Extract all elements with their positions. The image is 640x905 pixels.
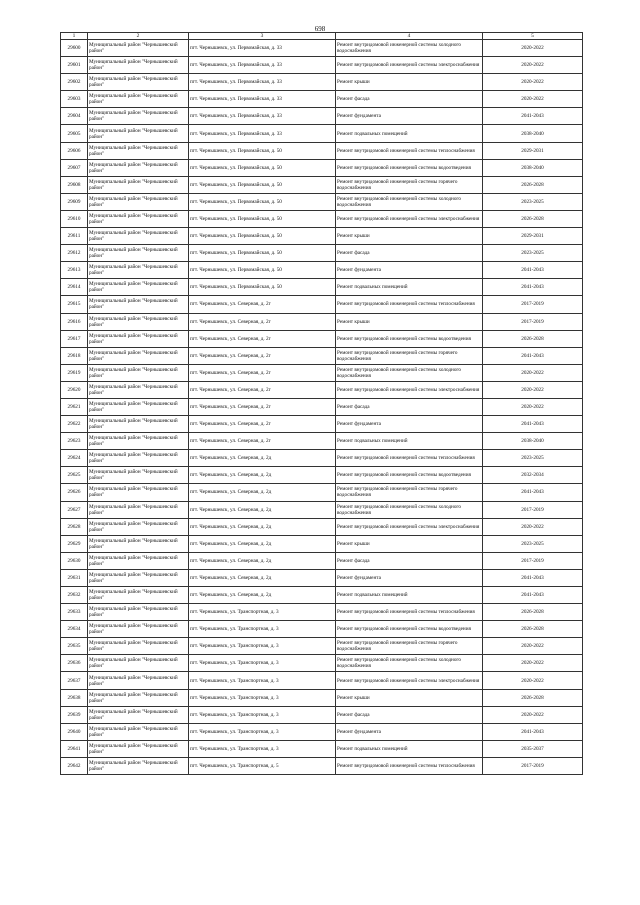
row-number-cell: 29642 [61, 757, 88, 774]
address-cell: пгт. Чернышевск, ул. Северная, д. 2г [189, 433, 336, 450]
address-cell: пгт. Чернышевск, ул. Транспортная, д. 3 [189, 672, 336, 689]
row-number-cell: 29618 [61, 347, 88, 364]
column-header: 3 [189, 33, 336, 40]
work-type-cell: Ремонт фасада [336, 552, 483, 569]
row-number-cell: 29615 [61, 296, 88, 313]
district-cell: Муниципальный район "Чернышевский район" [88, 450, 189, 467]
row-number-cell: 29626 [61, 484, 88, 501]
row-number-cell: 29630 [61, 552, 88, 569]
period-cell: 2038-2040 [483, 125, 583, 142]
district-cell: Муниципальный район "Чернышевский район" [88, 210, 189, 227]
district-cell: Муниципальный район "Чернышевский район" [88, 193, 189, 210]
period-cell: 2017-2019 [483, 501, 583, 518]
period-cell: 2026-2028 [483, 176, 583, 193]
period-cell: 2026-2028 [483, 604, 583, 621]
period-cell: 2038-2040 [483, 159, 583, 176]
district-cell: Муниципальный район "Чернышевский район" [88, 228, 189, 245]
district-cell: Муниципальный район "Чернышевский район" [88, 398, 189, 415]
table-row [61, 142, 583, 159]
period-cell: 2029-2031 [483, 142, 583, 159]
work-type-cell: Ремонт фасада [336, 245, 483, 262]
period-cell: 2026-2028 [483, 689, 583, 706]
address-cell: пгт. Чернышевск, ул. Северная, д. 2г [189, 416, 336, 433]
registry-table [60, 32, 583, 775]
district-cell: Муниципальный район "Чернышевский район" [88, 740, 189, 757]
address-cell: пгт. Чернышевск, ул. Первомайская, д. 50 [189, 176, 336, 193]
work-type-cell: Ремонт внутридомовой инженерной системы теплоснабжения [336, 604, 483, 621]
row-number-cell: 29608 [61, 176, 88, 193]
period-cell: 2020-2022 [483, 638, 583, 655]
row-number-cell: 29616 [61, 313, 88, 330]
period-cell: 2041-2043 [483, 108, 583, 125]
district-cell: Муниципальный район "Чернышевский район" [88, 245, 189, 262]
table-row [61, 552, 583, 569]
period-cell: 2023-2025 [483, 535, 583, 552]
work-type-cell: Ремонт внутридомовой инженерной системы электроснабжения [336, 518, 483, 535]
row-number-cell: 29640 [61, 723, 88, 740]
work-type-cell: Ремонт внутридомовой инженерной системы холодного водоснабжения [336, 364, 483, 381]
table-row [61, 262, 583, 279]
table-row [61, 40, 583, 57]
table-row [61, 176, 583, 193]
table-row [61, 91, 583, 108]
work-type-cell: Ремонт фундамента [336, 723, 483, 740]
address-cell: пгт. Чернышевск, ул. Первомайская, д. 50 [189, 193, 336, 210]
row-number-cell: 29602 [61, 74, 88, 91]
row-number-cell: 29603 [61, 91, 88, 108]
work-type-cell: Ремонт подвальных помещений [336, 125, 483, 142]
work-type-cell: Ремонт подвальных помещений [336, 740, 483, 757]
address-cell: пгт. Чернышевск, ул. Северная, д. 2д [189, 569, 336, 586]
period-cell: 2041-2043 [483, 416, 583, 433]
table-row [61, 621, 583, 638]
address-cell: пгт. Чернышевск, ул. Транспортная, д. 3 [189, 638, 336, 655]
work-type-cell: Ремонт подвальных помещений [336, 279, 483, 296]
table-row [61, 638, 583, 655]
address-cell: пгт. Чернышевск, ул. Первомайская, д. 33 [189, 40, 336, 57]
address-cell: пгт. Чернышевск, ул. Северная, д. 2д [189, 501, 336, 518]
district-cell: Муниципальный район "Чернышевский район" [88, 757, 189, 774]
period-cell: 2020-2022 [483, 398, 583, 415]
period-cell: 2041-2043 [483, 484, 583, 501]
period-cell: 2023-2025 [483, 245, 583, 262]
work-type-cell: Ремонт внутридомовой инженерной системы водоотведения [336, 159, 483, 176]
row-number-cell: 29606 [61, 142, 88, 159]
period-cell: 2020-2022 [483, 706, 583, 723]
header-row [61, 33, 583, 40]
row-number-cell: 29638 [61, 689, 88, 706]
work-type-cell: Ремонт внутридомовой инженерной системы водоотведения [336, 330, 483, 347]
address-cell: пгт. Чернышевск, ул. Северная, д. 2д [189, 535, 336, 552]
work-type-cell: Ремонт внутридомовой инженерной системы холодного водоснабжения [336, 501, 483, 518]
address-cell: пгт. Чернышевск, ул. Первомайская, д. 50 [189, 142, 336, 159]
table-row [61, 398, 583, 415]
row-number-cell: 29625 [61, 467, 88, 484]
row-number-cell: 29641 [61, 740, 88, 757]
district-cell: Муниципальный район "Чернышевский район" [88, 723, 189, 740]
row-number-cell: 29605 [61, 125, 88, 142]
district-cell: Муниципальный район "Чернышевский район" [88, 176, 189, 193]
row-number-cell: 29623 [61, 433, 88, 450]
row-number-cell: 29639 [61, 706, 88, 723]
work-type-cell: Ремонт внутридомовой инженерной системы электроснабжения [336, 57, 483, 74]
period-cell: 2041-2043 [483, 279, 583, 296]
table-row [61, 569, 583, 586]
district-cell: Муниципальный район "Чернышевский район" [88, 467, 189, 484]
period-cell: 2020-2022 [483, 74, 583, 91]
work-type-cell: Ремонт внутридомовой инженерной системы электроснабжения [336, 672, 483, 689]
address-cell: пгт. Чернышевск, ул. Транспортная, д. 5 [189, 757, 336, 774]
period-cell: 2020-2022 [483, 364, 583, 381]
address-cell: пгт. Чернышевск, ул. Северная, д. 2д [189, 467, 336, 484]
address-cell: пгт. Чернышевск, ул. Транспортная, д. 3 [189, 689, 336, 706]
table-row [61, 108, 583, 125]
district-cell: Муниципальный район "Чернышевский район" [88, 57, 189, 74]
address-cell: пгт. Чернышевск, ул. Северная, д. 2г [189, 347, 336, 364]
district-cell: Муниципальный район "Чернышевский район" [88, 142, 189, 159]
work-type-cell: Ремонт фасада [336, 398, 483, 415]
district-cell: Муниципальный район "Чернышевский район" [88, 689, 189, 706]
address-cell: пгт. Чернышевск, ул. Транспортная, д. 3 [189, 655, 336, 672]
work-type-cell: Ремонт внутридомовой инженерной системы горячего водоснабжения [336, 484, 483, 501]
district-cell: Муниципальный район "Чернышевский район" [88, 638, 189, 655]
district-cell: Муниципальный район "Чернышевский район" [88, 535, 189, 552]
work-type-cell: Ремонт крыши [336, 228, 483, 245]
table-row [61, 723, 583, 740]
column-header: 4 [336, 33, 483, 40]
work-type-cell: Ремонт внутридомовой инженерной системы электроснабжения [336, 381, 483, 398]
table-row [61, 757, 583, 774]
district-cell: Муниципальный район "Чернышевский район" [88, 587, 189, 604]
table-row [61, 467, 583, 484]
period-cell: 2020-2022 [483, 57, 583, 74]
column-header: 5 [483, 33, 583, 40]
work-type-cell: Ремонт фундамента [336, 416, 483, 433]
table-row [61, 518, 583, 535]
address-cell: пгт. Чернышевск, ул. Северная, д. 2г [189, 398, 336, 415]
work-type-cell: Ремонт внутридомовой инженерной системы теплоснабжения [336, 450, 483, 467]
work-type-cell: Ремонт крыши [336, 74, 483, 91]
address-cell: пгт. Чернышевск, ул. Транспортная, д. 3 [189, 604, 336, 621]
address-cell: пгт. Чернышевск, ул. Северная, д. 2г [189, 364, 336, 381]
work-type-cell: Ремонт внутридомовой инженерной системы холодного водоснабжения [336, 655, 483, 672]
table-row [61, 313, 583, 330]
table-row [61, 433, 583, 450]
district-cell: Муниципальный район "Чернышевский район" [88, 279, 189, 296]
period-cell: 2026-2028 [483, 210, 583, 227]
row-number-cell: 29632 [61, 587, 88, 604]
table-row [61, 74, 583, 91]
district-cell: Муниципальный район "Чернышевский район" [88, 433, 189, 450]
district-cell: Муниципальный район "Чернышевский район" [88, 330, 189, 347]
address-cell: пгт. Чернышевск, ул. Северная, д. 2д [189, 552, 336, 569]
district-cell: Муниципальный район "Чернышевский район" [88, 484, 189, 501]
period-cell: 2017-2019 [483, 757, 583, 774]
district-cell: Муниципальный район "Чернышевский район" [88, 518, 189, 535]
table-row [61, 672, 583, 689]
work-type-cell: Ремонт внутридомовой инженерной системы теплоснабжения [336, 757, 483, 774]
table-row [61, 381, 583, 398]
work-type-cell: Ремонт фасада [336, 706, 483, 723]
address-cell: пгт. Чернышевск, ул. Северная, д. 2г [189, 313, 336, 330]
row-number-cell: 29635 [61, 638, 88, 655]
row-number-cell: 29629 [61, 535, 88, 552]
row-number-cell: 29631 [61, 569, 88, 586]
row-number-cell: 29610 [61, 210, 88, 227]
table-row [61, 193, 583, 210]
district-cell: Муниципальный район "Чернышевский район" [88, 125, 189, 142]
district-cell: Муниципальный район "Чернышевский район" [88, 296, 189, 313]
work-type-cell: Ремонт крыши [336, 689, 483, 706]
row-number-cell: 29611 [61, 228, 88, 245]
period-cell: 2020-2022 [483, 40, 583, 57]
address-cell: пгт. Чернышевск, ул. Транспортная, д. 3 [189, 723, 336, 740]
period-cell: 2023-2025 [483, 450, 583, 467]
table-row [61, 125, 583, 142]
district-cell: Муниципальный район "Чернышевский район" [88, 108, 189, 125]
table-row [61, 416, 583, 433]
address-cell: пгт. Чернышевск, ул. Первомайская, д. 50 [189, 228, 336, 245]
row-number-cell: 29607 [61, 159, 88, 176]
period-cell: 2020-2022 [483, 381, 583, 398]
work-type-cell: Ремонт внутридомовой инженерной системы теплоснабжения [336, 296, 483, 313]
column-header: 2 [88, 33, 189, 40]
table-row [61, 604, 583, 621]
row-number-cell: 29613 [61, 262, 88, 279]
address-cell: пгт. Чернышевск, ул. Северная, д. 2д [189, 518, 336, 535]
district-cell: Муниципальный район "Чернышевский район" [88, 706, 189, 723]
address-cell: пгт. Чернышевск, ул. Первомайская, д. 50 [189, 262, 336, 279]
table-row [61, 210, 583, 227]
district-cell: Муниципальный район "Чернышевский район" [88, 621, 189, 638]
work-type-cell: Ремонт фундамента [336, 262, 483, 279]
work-type-cell: Ремонт внутридомовой инженерной системы водоотведения [336, 467, 483, 484]
period-cell: 2020-2022 [483, 91, 583, 108]
district-cell: Муниципальный район "Чернышевский район" [88, 416, 189, 433]
address-cell: пгт. Чернышевск, ул. Первомайская, д. 33 [189, 91, 336, 108]
table-row [61, 330, 583, 347]
period-cell: 2041-2043 [483, 347, 583, 364]
period-cell: 2041-2043 [483, 587, 583, 604]
row-number-cell: 29620 [61, 381, 88, 398]
district-cell: Муниципальный район "Чернышевский район" [88, 40, 189, 57]
row-number-cell: 29612 [61, 245, 88, 262]
work-type-cell: Ремонт внутридомовой инженерной системы холодного водоснабжения [336, 40, 483, 57]
work-type-cell: Ремонт внутридомовой инженерной системы электроснабжения [336, 210, 483, 227]
table-row [61, 740, 583, 757]
period-cell: 2017-2019 [483, 552, 583, 569]
district-cell: Муниципальный район "Чернышевский район" [88, 569, 189, 586]
row-number-cell: 29624 [61, 450, 88, 467]
district-cell: Муниципальный район "Чернышевский район" [88, 91, 189, 108]
row-number-cell: 29604 [61, 108, 88, 125]
address-cell: пгт. Чернышевск, ул. Первомайская, д. 33 [189, 57, 336, 74]
district-cell: Муниципальный район "Чернышевский район" [88, 655, 189, 672]
address-cell: пгт. Чернышевск, ул. Первомайская, д. 50 [189, 245, 336, 262]
table-row [61, 228, 583, 245]
district-cell: Муниципальный район "Чернышевский район" [88, 364, 189, 381]
period-cell: 2032-2034 [483, 467, 583, 484]
district-cell: Муниципальный район "Чернышевский район" [88, 313, 189, 330]
period-cell: 2020-2022 [483, 518, 583, 535]
work-type-cell: Ремонт крыши [336, 535, 483, 552]
period-cell: 2026-2028 [483, 621, 583, 638]
table-row [61, 279, 583, 296]
work-type-cell: Ремонт внутридомовой инженерной системы горячего водоснабжения [336, 347, 483, 364]
table-row [61, 706, 583, 723]
table-row [61, 296, 583, 313]
address-cell: пгт. Чернышевск, ул. Северная, д. 2г [189, 381, 336, 398]
address-cell: пгт. Чернышевск, ул. Первомайская, д. 50 [189, 159, 336, 176]
row-number-cell: 29627 [61, 501, 88, 518]
row-number-cell: 29622 [61, 416, 88, 433]
period-cell: 2041-2043 [483, 569, 583, 586]
period-cell: 2041-2043 [483, 262, 583, 279]
table-row [61, 347, 583, 364]
table-row [61, 655, 583, 672]
address-cell: пгт. Чернышевск, ул. Северная, д. 2д [189, 450, 336, 467]
table-row [61, 364, 583, 381]
table-row [61, 245, 583, 262]
table-row [61, 689, 583, 706]
district-cell: Муниципальный район "Чернышевский район" [88, 672, 189, 689]
work-type-cell: Ремонт подвальных помещений [336, 433, 483, 450]
address-cell: пгт. Чернышевск, ул. Транспортная, д. 3 [189, 621, 336, 638]
address-cell: пгт. Чернышевск, ул. Северная, д. 2г [189, 296, 336, 313]
row-number-cell: 29634 [61, 621, 88, 638]
period-cell: 2029-2031 [483, 228, 583, 245]
work-type-cell: Ремонт фасада [336, 91, 483, 108]
address-cell: пгт. Чернышевск, ул. Северная, д. 2г [189, 330, 336, 347]
row-number-cell: 29637 [61, 672, 88, 689]
district-cell: Муниципальный район "Чернышевский район" [88, 604, 189, 621]
work-type-cell: Ремонт внутридомовой инженерной системы теплоснабжения [336, 142, 483, 159]
period-cell: 2026-2028 [483, 330, 583, 347]
row-number-cell: 29609 [61, 193, 88, 210]
district-cell: Муниципальный район "Чернышевский район" [88, 262, 189, 279]
table-row [61, 484, 583, 501]
work-type-cell: Ремонт внутридомовой инженерной системы горячего водоснабжения [336, 176, 483, 193]
district-cell: Муниципальный район "Чернышевский район" [88, 501, 189, 518]
district-cell: Муниципальный район "Чернышевский район" [88, 159, 189, 176]
page-number: 698 [314, 25, 326, 33]
period-cell: 2020-2022 [483, 672, 583, 689]
table-row [61, 450, 583, 467]
row-number-cell: 29621 [61, 398, 88, 415]
work-type-cell: Ремонт внутридомовой инженерной системы водоотведения [336, 621, 483, 638]
table-row [61, 535, 583, 552]
table-row [61, 587, 583, 604]
work-type-cell: Ремонт фундамента [336, 569, 483, 586]
row-number-cell: 29628 [61, 518, 88, 535]
work-type-cell: Ремонт внутридомовой инженерной системы холодного водоснабжения [336, 193, 483, 210]
period-cell: 2017-2019 [483, 296, 583, 313]
table-row [61, 501, 583, 518]
address-cell: пгт. Чернышевск, ул. Первомайская, д. 33 [189, 108, 336, 125]
table-row [61, 57, 583, 74]
period-cell: 2041-2043 [483, 723, 583, 740]
row-number-cell: 29636 [61, 655, 88, 672]
address-cell: пгт. Чернышевск, ул. Первомайская, д. 50 [189, 210, 336, 227]
district-cell: Муниципальный район "Чернышевский район" [88, 552, 189, 569]
period-cell: 2035-2037 [483, 740, 583, 757]
address-cell: пгт. Чернышевск, ул. Северная, д. 2д [189, 587, 336, 604]
address-cell: пгт. Чернышевск, ул. Первомайская, д. 50 [189, 279, 336, 296]
row-number-cell: 29600 [61, 40, 88, 57]
row-number-cell: 29617 [61, 330, 88, 347]
period-cell: 2023-2025 [483, 193, 583, 210]
district-cell: Муниципальный район "Чернышевский район" [88, 381, 189, 398]
address-cell: пгт. Чернышевск, ул. Первомайская, д. 33 [189, 74, 336, 91]
table-row [61, 159, 583, 176]
address-cell: пгт. Чернышевск, ул. Северная, д. 2д [189, 484, 336, 501]
row-number-cell: 29633 [61, 604, 88, 621]
period-cell: 2038-2040 [483, 433, 583, 450]
work-type-cell: Ремонт фундамента [336, 108, 483, 125]
district-cell: Муниципальный район "Чернышевский район" [88, 347, 189, 364]
row-number-cell: 29601 [61, 57, 88, 74]
address-cell: пгт. Чернышевск, ул. Транспортная, д. 3 [189, 740, 336, 757]
district-cell: Муниципальный район "Чернышевский район" [88, 74, 189, 91]
work-type-cell: Ремонт крыши [336, 313, 483, 330]
row-number-cell: 29619 [61, 364, 88, 381]
work-type-cell: Ремонт подвальных помещений [336, 587, 483, 604]
period-cell: 2017-2019 [483, 313, 583, 330]
row-number-cell: 29614 [61, 279, 88, 296]
period-cell: 2020-2022 [483, 655, 583, 672]
column-header: 1 [61, 33, 88, 40]
address-cell: пгт. Чернышевск, ул. Первомайская, д. 33 [189, 125, 336, 142]
address-cell: пгт. Чернышевск, ул. Транспортная, д. 3 [189, 706, 336, 723]
work-type-cell: Ремонт внутридомовой инженерной системы горячего водоснабжения [336, 638, 483, 655]
